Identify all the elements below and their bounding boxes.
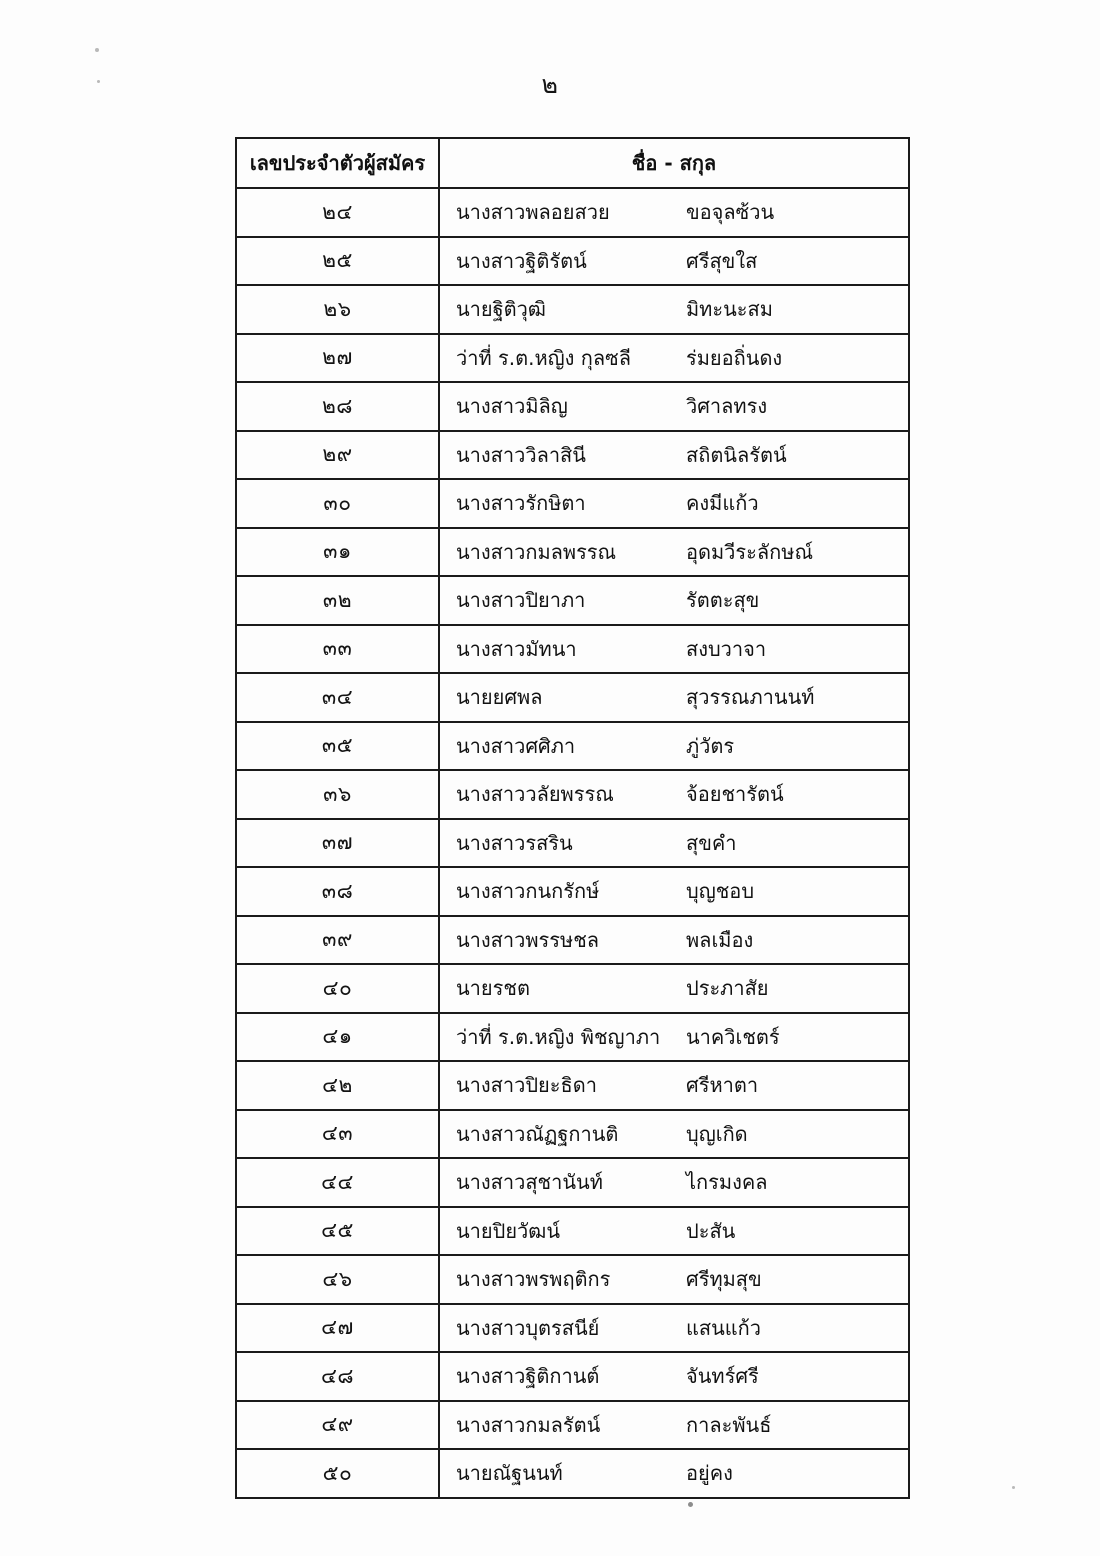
cell-applicant-id: ๓๕: [236, 722, 439, 771]
cell-applicant-id: ๔๓: [236, 1110, 439, 1159]
cell-applicant-id: ๔๗: [236, 1304, 439, 1353]
given-name: นางสาวรักษิตา: [456, 491, 586, 516]
family-name: มิทะนะสม: [686, 297, 773, 322]
cell-applicant-id: ๔๕: [236, 1207, 439, 1256]
given-name: นางสาวณัฏฐกานติ: [456, 1121, 619, 1146]
name-row: [440, 342, 908, 374]
name-row: [440, 681, 908, 713]
given-name: นางสาวพรรษชล: [456, 927, 600, 952]
cell-full-name: [439, 528, 909, 577]
cell-applicant-id: ๓๐: [236, 479, 439, 528]
table-row: [236, 722, 909, 771]
given-name: นางสาวปิยะธิดา: [456, 1073, 597, 1098]
name-row: [440, 1312, 908, 1344]
cell-full-name: [439, 1449, 909, 1498]
given-name: นางสาวพลอยสวย: [456, 200, 610, 225]
cell-full-name: [439, 1304, 909, 1353]
table-header: [236, 138, 909, 188]
name-row: [440, 1166, 908, 1198]
family-name: สงบวาจา: [686, 636, 767, 661]
table-row: [236, 479, 909, 528]
family-name: สุวรรณภานนท์: [686, 685, 815, 710]
given-name: นางสาวกมลพรรณ: [456, 539, 617, 564]
given-name: นางสาวมิลิญ: [456, 394, 568, 419]
family-name: ร่มยอถิ่นดง: [686, 345, 783, 370]
family-name: คงมีแก้ว: [686, 491, 759, 516]
given-name: นางสาวปิยาภา: [456, 588, 586, 613]
given-name: นายฐิติวุฒิ: [456, 297, 546, 322]
family-name: จันทร์ศรี: [686, 1364, 759, 1389]
name-row: [440, 487, 908, 519]
name-row: [440, 1069, 908, 1101]
family-name: ปะสัน: [686, 1218, 736, 1243]
cell-applicant-id: ๔๔: [236, 1158, 439, 1207]
family-name: ไกรมงคล: [686, 1170, 768, 1195]
given-name: นายปิยวัฒน์: [456, 1218, 561, 1243]
given-name: นางสาววลัยพรรณ: [456, 782, 614, 807]
cell-full-name: [439, 1061, 909, 1110]
family-name: อุดมวีระลักษณ์: [686, 539, 814, 564]
name-row: [440, 1457, 908, 1489]
cell-applicant-id: ๒๔: [236, 188, 439, 237]
name-row: [440, 196, 908, 228]
name-row: [440, 1360, 908, 1392]
table-row: [236, 1255, 909, 1304]
table-row: [236, 1061, 909, 1110]
name-row: [440, 1263, 908, 1295]
table-row: [236, 625, 909, 674]
table-row: [236, 1013, 909, 1062]
family-name: ขอจุลซ้วน: [686, 200, 775, 225]
family-name: สุขคำ: [686, 830, 737, 855]
cell-full-name: [439, 916, 909, 965]
family-name: ศรีทุมสุข: [686, 1267, 762, 1292]
cell-full-name: [439, 188, 909, 237]
cell-full-name: [439, 1110, 909, 1159]
family-name: แสนแก้ว: [686, 1315, 761, 1340]
table-row: [236, 673, 909, 722]
table-row: [236, 1352, 909, 1401]
given-name: นางสาวฐิติกานต์: [456, 1364, 600, 1389]
family-name: ศรีหาตา: [686, 1073, 759, 1098]
family-name: นาควิเชตร์: [686, 1024, 780, 1049]
name-row: [440, 293, 908, 325]
name-row: [440, 1021, 908, 1053]
given-name: นายณัฐนนท์: [456, 1461, 563, 1486]
given-name: ว่าที่ ร.ต.หญิง กุลซลี: [456, 345, 631, 370]
cell-full-name: [439, 964, 909, 1013]
cell-full-name: [439, 431, 909, 480]
family-name: วิศาลทรง: [686, 394, 768, 419]
given-name: นายยศพล: [456, 685, 543, 710]
page-number: ๒: [541, 70, 559, 99]
given-name: นางสาวบุตรสนีย์: [456, 1315, 600, 1340]
family-name: อยู่คง: [686, 1461, 733, 1486]
table-row: [236, 1110, 909, 1159]
cell-full-name: [439, 334, 909, 383]
table-row: [236, 188, 909, 237]
name-row: [440, 924, 908, 956]
cell-applicant-id: ๒๙: [236, 431, 439, 480]
family-name: กาละพันธ์: [686, 1412, 772, 1437]
cell-full-name: [439, 819, 909, 868]
cell-full-name: [439, 867, 909, 916]
cell-applicant-id: ๔๒: [236, 1061, 439, 1110]
table-body: [236, 188, 909, 1498]
family-name: สถิตนิลรัตน์: [686, 442, 787, 467]
table-row: [236, 770, 909, 819]
cell-full-name: [439, 1401, 909, 1450]
cell-full-name: [439, 1207, 909, 1256]
cell-applicant-id: ๓๒: [236, 576, 439, 625]
cell-applicant-id: ๓๗: [236, 819, 439, 868]
name-row: [440, 390, 908, 422]
family-name: บุญชอบ: [686, 879, 755, 904]
cell-applicant-id: ๒๘: [236, 382, 439, 431]
given-name: นายรชต: [456, 976, 530, 1001]
table-row: [236, 237, 909, 286]
cell-applicant-id: ๓๖: [236, 770, 439, 819]
given-name: นางสาวพรพฤติกร: [456, 1267, 611, 1292]
cell-applicant-id: ๔๘: [236, 1352, 439, 1401]
cell-full-name: [439, 1255, 909, 1304]
given-name: นางสาวสุชานันท์: [456, 1170, 603, 1195]
cell-applicant-id: ๒๕: [236, 237, 439, 286]
roster-table: [235, 137, 910, 1499]
table-row: [236, 431, 909, 480]
table-row: [236, 916, 909, 965]
table-row: [236, 576, 909, 625]
name-row: [440, 633, 908, 665]
cell-applicant-id: ๓๘: [236, 867, 439, 916]
cell-applicant-id: ๒๖: [236, 285, 439, 334]
given-name: นางสาวฐิติรัตน์: [456, 248, 587, 273]
given-name: นางสาววิลาสินี: [456, 442, 586, 467]
cell-full-name: [439, 382, 909, 431]
table-row: [236, 285, 909, 334]
cell-full-name: [439, 770, 909, 819]
given-name: นางสาวศศิภา: [456, 733, 576, 758]
name-row: [440, 778, 908, 810]
name-row: [440, 1215, 908, 1247]
given-name: นางสาวกนกรักษ์: [456, 879, 600, 904]
name-row: [440, 536, 908, 568]
cell-applicant-id: ๓๓: [236, 625, 439, 674]
cell-applicant-id: ๔๖: [236, 1255, 439, 1304]
cell-applicant-id: ๔๐: [236, 964, 439, 1013]
name-row: [440, 827, 908, 859]
table-row: [236, 867, 909, 916]
family-name: จ้อยชารัตน์: [686, 782, 784, 807]
name-row: [440, 584, 908, 616]
scan-speck: [688, 1502, 693, 1507]
cell-full-name: [439, 722, 909, 771]
cell-applicant-id: ๓๙: [236, 916, 439, 965]
scan-speck: [95, 48, 99, 52]
table-row: [236, 1207, 909, 1256]
table-row: [236, 1304, 909, 1353]
name-row: [440, 439, 908, 471]
cell-applicant-id: ๕๐: [236, 1449, 439, 1498]
name-row: [440, 730, 908, 762]
column-header-applicant-id: เลขประจำตัวผู้สมัคร: [236, 138, 439, 188]
table-row: [236, 334, 909, 383]
name-row: [440, 875, 908, 907]
cell-full-name: [439, 576, 909, 625]
cell-full-name: [439, 479, 909, 528]
scan-speck: [1012, 1486, 1015, 1489]
cell-full-name: [439, 673, 909, 722]
cell-full-name: [439, 1013, 909, 1062]
table-row: [236, 382, 909, 431]
family-name: บุญเกิด: [686, 1121, 748, 1146]
name-row: [440, 245, 908, 277]
table-row: [236, 964, 909, 1013]
given-name: นางสาวมัทนา: [456, 636, 577, 661]
cell-full-name: [439, 285, 909, 334]
cell-full-name: [439, 625, 909, 674]
family-name: รัตตะสุข: [686, 588, 760, 613]
family-name: ประภาสัย: [686, 976, 769, 1001]
table-row: [236, 819, 909, 868]
family-name: ศรีสุขใส: [686, 248, 758, 273]
given-name: นางสาวกมลรัตน์: [456, 1412, 601, 1437]
cell-full-name: [439, 237, 909, 286]
table-row: [236, 528, 909, 577]
name-row: [440, 1118, 908, 1150]
name-row: [440, 972, 908, 1004]
cell-applicant-id: ๓๑: [236, 528, 439, 577]
table-header-row: [236, 138, 909, 188]
given-name: ว่าที่ ร.ต.หญิง พิชญาภา: [456, 1024, 661, 1049]
cell-full-name: [439, 1158, 909, 1207]
cell-applicant-id: ๒๗: [236, 334, 439, 383]
family-name: พลเมือง: [686, 927, 754, 952]
table-row: [236, 1158, 909, 1207]
column-header-full-name: ชื่อ - สกุล: [439, 138, 909, 188]
table-row: [236, 1401, 909, 1450]
name-row: [440, 1409, 908, 1441]
cell-applicant-id: ๔๑: [236, 1013, 439, 1062]
table-row: [236, 1449, 909, 1498]
given-name: นางสาวรสริน: [456, 830, 573, 855]
cell-applicant-id: ๔๙: [236, 1401, 439, 1450]
cell-full-name: [439, 1352, 909, 1401]
cell-applicant-id: ๓๔: [236, 673, 439, 722]
family-name: ภู่วัตร: [686, 733, 735, 758]
applicant-roster-table: [235, 137, 908, 1499]
